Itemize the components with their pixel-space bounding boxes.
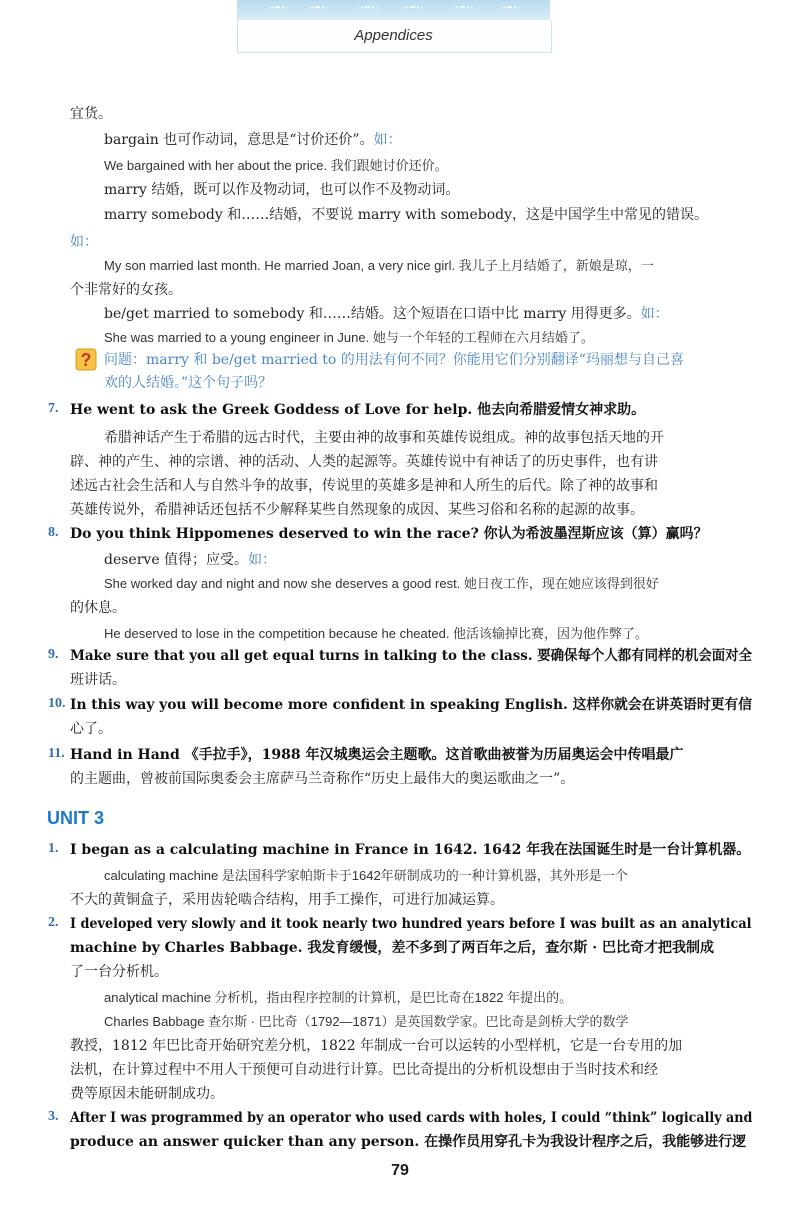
text-line: bargain 也可作动词，意思是“讨价还价”。如：: [104, 132, 402, 148]
example-line: She worked day and night and now she deserves a good rest. 她日夜工作，现在她应该得到很好: [104, 576, 659, 591]
item-heading: After I was programmed by an operator who used cards with holes, I could “think” logically and: [70, 1110, 753, 1126]
text-line: 不大的黄铜盒子，采用齿轮啮合结构，用手工操作，可进行加减运算。: [70, 892, 504, 908]
text-line: 希腊神话产生于希腊的远古时代，主要由神的故事和英雄传说组成。神的故事包括天地的开: [104, 430, 664, 446]
question-line: 问题：marry 和 be/get married to 的用法有何不同？你能用它们分别翻译“玛丽想与自己喜: [104, 352, 684, 368]
text-line: 辟、神的产生、神的宗谱、神的活动、人类的起源等。英雄传说中有神话了的历史事件，也有讲: [70, 454, 658, 470]
item-number: 10.: [48, 696, 66, 711]
item-number: 11.: [48, 746, 65, 761]
item-number: 9.: [48, 647, 59, 662]
item-number: 1.: [48, 841, 59, 856]
text-line: calculating machine 是法国科学家帕斯卡于1642年研制成功的一种计算机器，其外形是一个: [104, 868, 628, 883]
header-decoration: [237, 0, 550, 21]
item-heading: Do you think Hippomenes deserved to win the race? 你认为希波墨涅斯应该（算）赢吗？: [70, 526, 708, 542]
example-line: We bargained with her about the price. 我们跟她讨价还价。: [104, 158, 448, 173]
text-line: 教授，1812 年巴比奇开始研究差分机，1822 年制成一台可以运转的小型样机，它是一台专用的加: [70, 1038, 683, 1054]
item-number: 3.: [48, 1109, 59, 1124]
item-heading: In this way you will become more confident in speaking English. 这样你就会在讲英语时更有信: [70, 697, 753, 713]
question-line: 欢的人结婚。”这个句子吗？: [104, 375, 273, 391]
text-line: 如：: [70, 234, 98, 250]
text-line: 心了。: [70, 721, 112, 737]
example-line: He deserved to lose in the competition because he cheated. 他活该输掉比赛，因为他作弊了。: [104, 626, 649, 641]
example-line: My son married last month. He married Joan, a very nice girl. 我儿子上月结婚了，新娘是琼，一: [104, 258, 654, 273]
item-heading: Make sure that you all get equal turns in talking to the class. 要确保每个人都有同样的机会面对全: [70, 648, 753, 664]
text-line: 班讲话。: [70, 672, 126, 688]
text-line: be/get married to somebody 和……结婚。这个短语在口语中比 marry 用得更多。如：: [104, 306, 669, 322]
text-line: analytical machine 分析机，指由程序控制的计算机，是巴比奇在1822 年提出的。: [104, 990, 573, 1005]
item-heading: I began as a calculating machine in France in 1642. 1642 年我在法国诞生时是一台计算机器。: [70, 842, 751, 858]
item-number: 2.: [48, 915, 59, 930]
unit-heading: UNIT 3: [47, 808, 105, 828]
text-line: 个非常好的女孩。: [70, 282, 182, 298]
text-line: 的主题曲，曾被前国际奥委会主席萨马兰奇称作“历史上最伟大的奥运歌曲之一”。: [70, 771, 575, 787]
question-mark-icon: [75, 346, 99, 372]
text-line: 法机，在计算过程中不用人干预便可自动进行计算。巴比奇提出的分析机设想由于当时技术和经: [70, 1062, 658, 1078]
text-line: 费等原因未能研制成功。: [70, 1086, 224, 1102]
item-heading: machine by Charles Babbage. 我发育缓慢，差不多到了两百年之后，查尔斯 · 巴比奇才把我制成: [70, 940, 715, 956]
text-line: 英雄传说外，希腊神话还包括不少解释某些自然现象的成因、某些习俗和名称的起源的故事。: [70, 502, 644, 518]
text-line: 宜货。: [70, 106, 112, 122]
text-line: 了一台分析机。: [70, 964, 168, 980]
item-heading: produce an answer quicker than any person. 在操作员用穿孔卡为我设计程序之后，我能够进行逻: [70, 1134, 747, 1150]
example-line: She was married to a young engineer in June. 她与一个年轻的工程师在六月结婚了。: [104, 330, 594, 345]
svg-text:?: ?: [80, 350, 92, 370]
text-line: marry somebody 和……结婚，不要说 marry with somebody，这是中国学生中常见的错误。: [104, 207, 709, 223]
running-header: Appendices: [354, 27, 433, 44]
item-heading: Hand in Hand 《手拉手》，1988 年汉城奥运会主题歌。这首歌曲被誉为历届奥运会中传唱最广: [70, 747, 684, 763]
item-number: 7.: [48, 401, 59, 416]
text-line: 的休息。: [70, 600, 126, 616]
text-line: deserve 值得；应受。如：: [104, 552, 277, 568]
item-heading: I developed very slowly and it took nearly two hundred years before I was built as an analytical: [70, 916, 752, 932]
item-heading: He went to ask the Greek Goddess of Love for help. 他去向希腊爱情女神求助。: [70, 402, 646, 418]
text-line: Charles Babbage 查尔斯 · 巴比奇（1792—1871）是英国数学家。巴比奇是剑桥大学的数学: [104, 1014, 629, 1029]
page-number: 79: [391, 1162, 409, 1179]
text-line: marry 结婚，既可以作及物动词，也可以作不及物动词。: [104, 182, 460, 198]
item-number: 8.: [48, 525, 59, 540]
text-line: 述远古社会生活和人与自然斗争的故事，传说里的英雄多是神和人所生的后代。除了神的故事和: [70, 478, 658, 494]
